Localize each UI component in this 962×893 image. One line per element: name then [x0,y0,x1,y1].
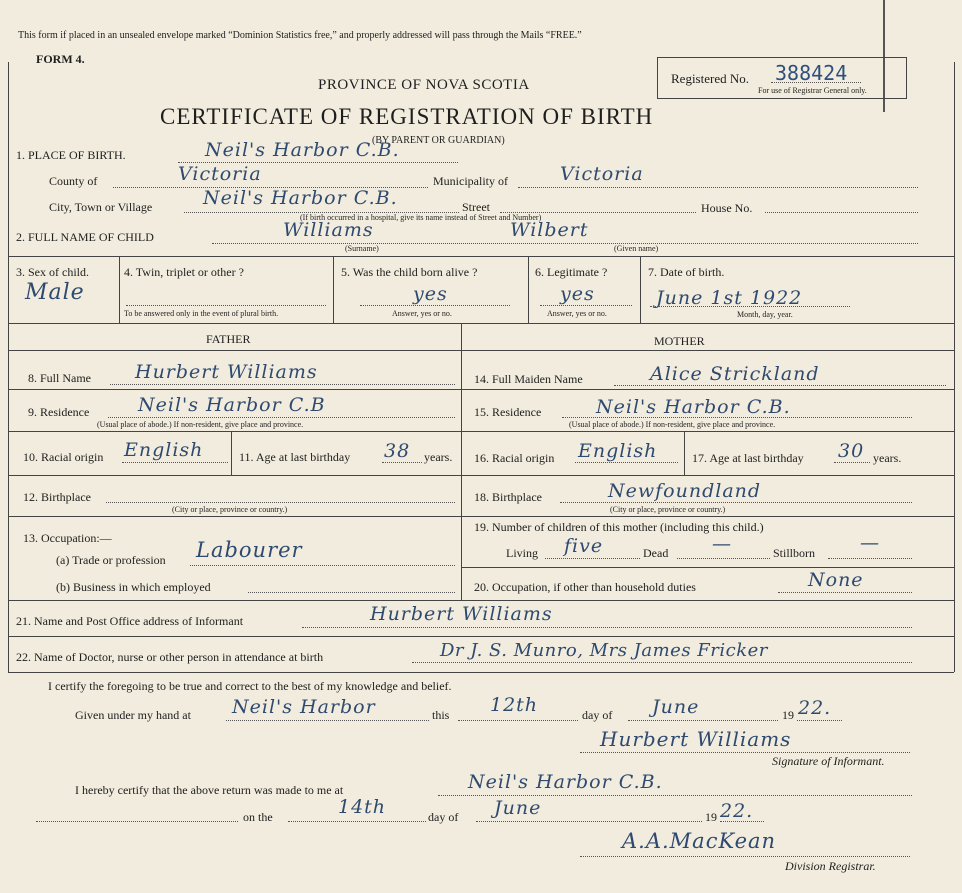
mother-occupation-label: 20. Occupation, if other than household duties [474,580,696,594]
place-of-birth-label: 1. PLACE OF BIRTH. [16,148,126,162]
date-of-birth-note: Month, day, year. [737,310,793,319]
father-residence-note: (Usual place of abode.) If non-resident, give place and province. [97,420,304,429]
father-years-label: years. [424,450,453,464]
father-racial-label: 10. Racial origin [23,450,104,464]
child-surname-value: Williams [283,219,374,241]
mother-years-label: years. [873,451,902,465]
registrar-year-prefix: 19 [705,810,717,824]
mother-age-label: 17. Age at last birthday [692,451,804,465]
mother-residence-label: 15. Residence [474,405,542,419]
business-label: (b) Business in which employed [56,580,211,594]
outer-border-left [8,62,9,672]
registrar-day-of-label: day of [428,810,459,824]
children-count-label: 19. Number of children of this mother (including this child.) [474,520,764,534]
doctor-label: 22. Name of Doctor, nurse or other person in attendance at birth [16,650,324,664]
legitimate-note: Answer, yes or no. [547,309,607,318]
registrar-year-value: 22. [720,800,754,822]
informant-signature: Hurbert Williams [600,727,792,751]
born-alive-label: 5. Was the child born alive ? [341,265,478,279]
hospital-note: (If birth occurred in a hospital, give its name instead of Street and Number) [300,213,542,222]
mother-age-value: 30 [838,440,865,462]
given-place-value: Neil's Harbor [232,696,376,718]
doctor-value: Dr J. S. Munro, Mrs James Fricker [440,640,768,661]
registrar-on-the-label: on the [243,810,273,824]
given-year-prefix: 19 [782,708,794,722]
informant-signature-caption: Signature of Informant. [772,754,885,768]
father-age-value: 38 [384,440,411,462]
trade-value: Labourer [196,538,303,562]
city-value: Neil's Harbor C.B. [203,187,398,209]
province-heading: PROVINCE OF NOVA SCOTIA [318,77,530,93]
sex-label: 3. Sex of child. [16,265,89,279]
living-label: Living [506,546,538,560]
mother-racial-value: English [578,440,658,462]
registrar-caption: Division Registrar. [785,859,876,873]
surname-caption: (Surname) [345,244,379,253]
given-day-of-label: day of [582,708,613,722]
document-title: CERTIFICATE OF REGISTRATION OF BIRTH [160,104,654,129]
father-birthplace-label: 12. Birthplace [23,490,91,504]
twin-label: 4. Twin, triplet or other ? [124,265,244,279]
house-number-label: House No. [701,201,753,215]
given-day-value: 12th [490,694,539,716]
dead-value: — [712,533,732,555]
twin-note: To be answered only in the event of plural birth. [124,309,279,318]
county-value: Victoria [178,163,262,185]
given-year-value: 22. [798,697,832,719]
father-residence-label: 9. Residence [28,405,90,419]
certification-statement: I certify the foregoing to be true and correct to the best of my knowledge and belief. [48,679,452,693]
legitimate-value: yes [560,283,595,305]
municipality-value: Victoria [560,163,644,185]
father-name-value: Hurbert Williams [135,361,318,383]
child-name-label: 2. FULL NAME OF CHILD [16,230,154,244]
date-of-birth-label: 7. Date of birth. [648,265,725,279]
informant-label: 21. Name and Post Office address of Informant [16,614,244,628]
county-label: County of [49,174,98,188]
mother-residence-value: Neil's Harbor C.B. [596,396,791,418]
mother-birthplace-value: Newfoundland [608,480,762,502]
father-racial-value: English [124,439,204,461]
informant-value: Hurbert Williams [370,603,553,625]
born-alive-value: yes [413,283,448,305]
registered-number-box [657,57,907,99]
child-given-name-value: Wilbert [510,219,589,241]
father-name-label: 8. Full Name [28,371,91,385]
father-heading: FATHER [206,332,251,346]
date-of-birth-value: June 1st 1922 [656,287,803,309]
mother-racial-label: 16. Racial origin [474,451,555,465]
place-of-birth-value: Neil's Harbor C.B. [205,139,400,161]
given-name-caption: (Given name) [614,244,659,253]
legitimate-label: 6. Legitimate ? [535,265,608,279]
dead-label: Dead [643,546,669,560]
city-label: City, Town or Village [49,200,153,214]
outer-border-right [954,62,955,672]
mother-birthplace-label: 18. Birthplace [474,490,542,504]
mother-heading: MOTHER [654,334,705,348]
street-label: Street [462,200,490,214]
living-value: five [564,535,604,557]
registrar-signature: A.A.MacKean [622,829,777,853]
registered-number-value: 388424 [775,61,848,85]
registrar-use-note: For use of Registrar General only. [758,86,867,95]
born-alive-note: Answer, yes or no. [392,309,452,318]
registered-number-label: Registered No. [671,71,749,86]
form-number: FORM 4. [36,52,85,66]
father-occupation-label: 13. Occupation:— [23,531,112,545]
mother-name-label: 14. Full Maiden Name [474,372,583,386]
registrar-month-value: June [494,797,542,819]
registrar-day-value: 14th [338,796,387,818]
document-subtitle: (BY PARENT OR GUARDIAN) [372,135,505,146]
stillborn-value: — [860,532,880,554]
given-month-value: June [652,696,700,718]
given-under-label: Given under my hand at [75,708,191,722]
given-this-label: this [432,708,450,722]
mother-birthplace-note: (City or place, province or country.) [610,505,726,514]
father-age-label: 11. Age at last birthday [239,450,351,464]
sex-value: Male [25,280,85,305]
registrar-statement: I hereby certify that the above return was made to me at [75,783,344,797]
mother-name-value: Alice Strickland [650,363,820,385]
mother-residence-note: (Usual place of abode.) If non-resident, give place and province. [569,420,776,429]
registrar-place-value: Neil's Harbor C.B. [468,771,663,793]
franking-note: This form if placed in an unsealed envelope marked “Dominion Statistics free,” and properly addressed will pass through the Mails “FREE.” [18,30,582,41]
stillborn-label: Stillborn [773,546,816,560]
father-birthplace-note: (City or place, province or country.) [172,505,288,514]
father-residence-value: Neil's Harbor C.B [138,394,326,416]
trade-label: (a) Trade or profession [56,553,166,567]
municipality-label: Municipality of [433,174,508,188]
mother-occupation-value: None [808,569,864,591]
